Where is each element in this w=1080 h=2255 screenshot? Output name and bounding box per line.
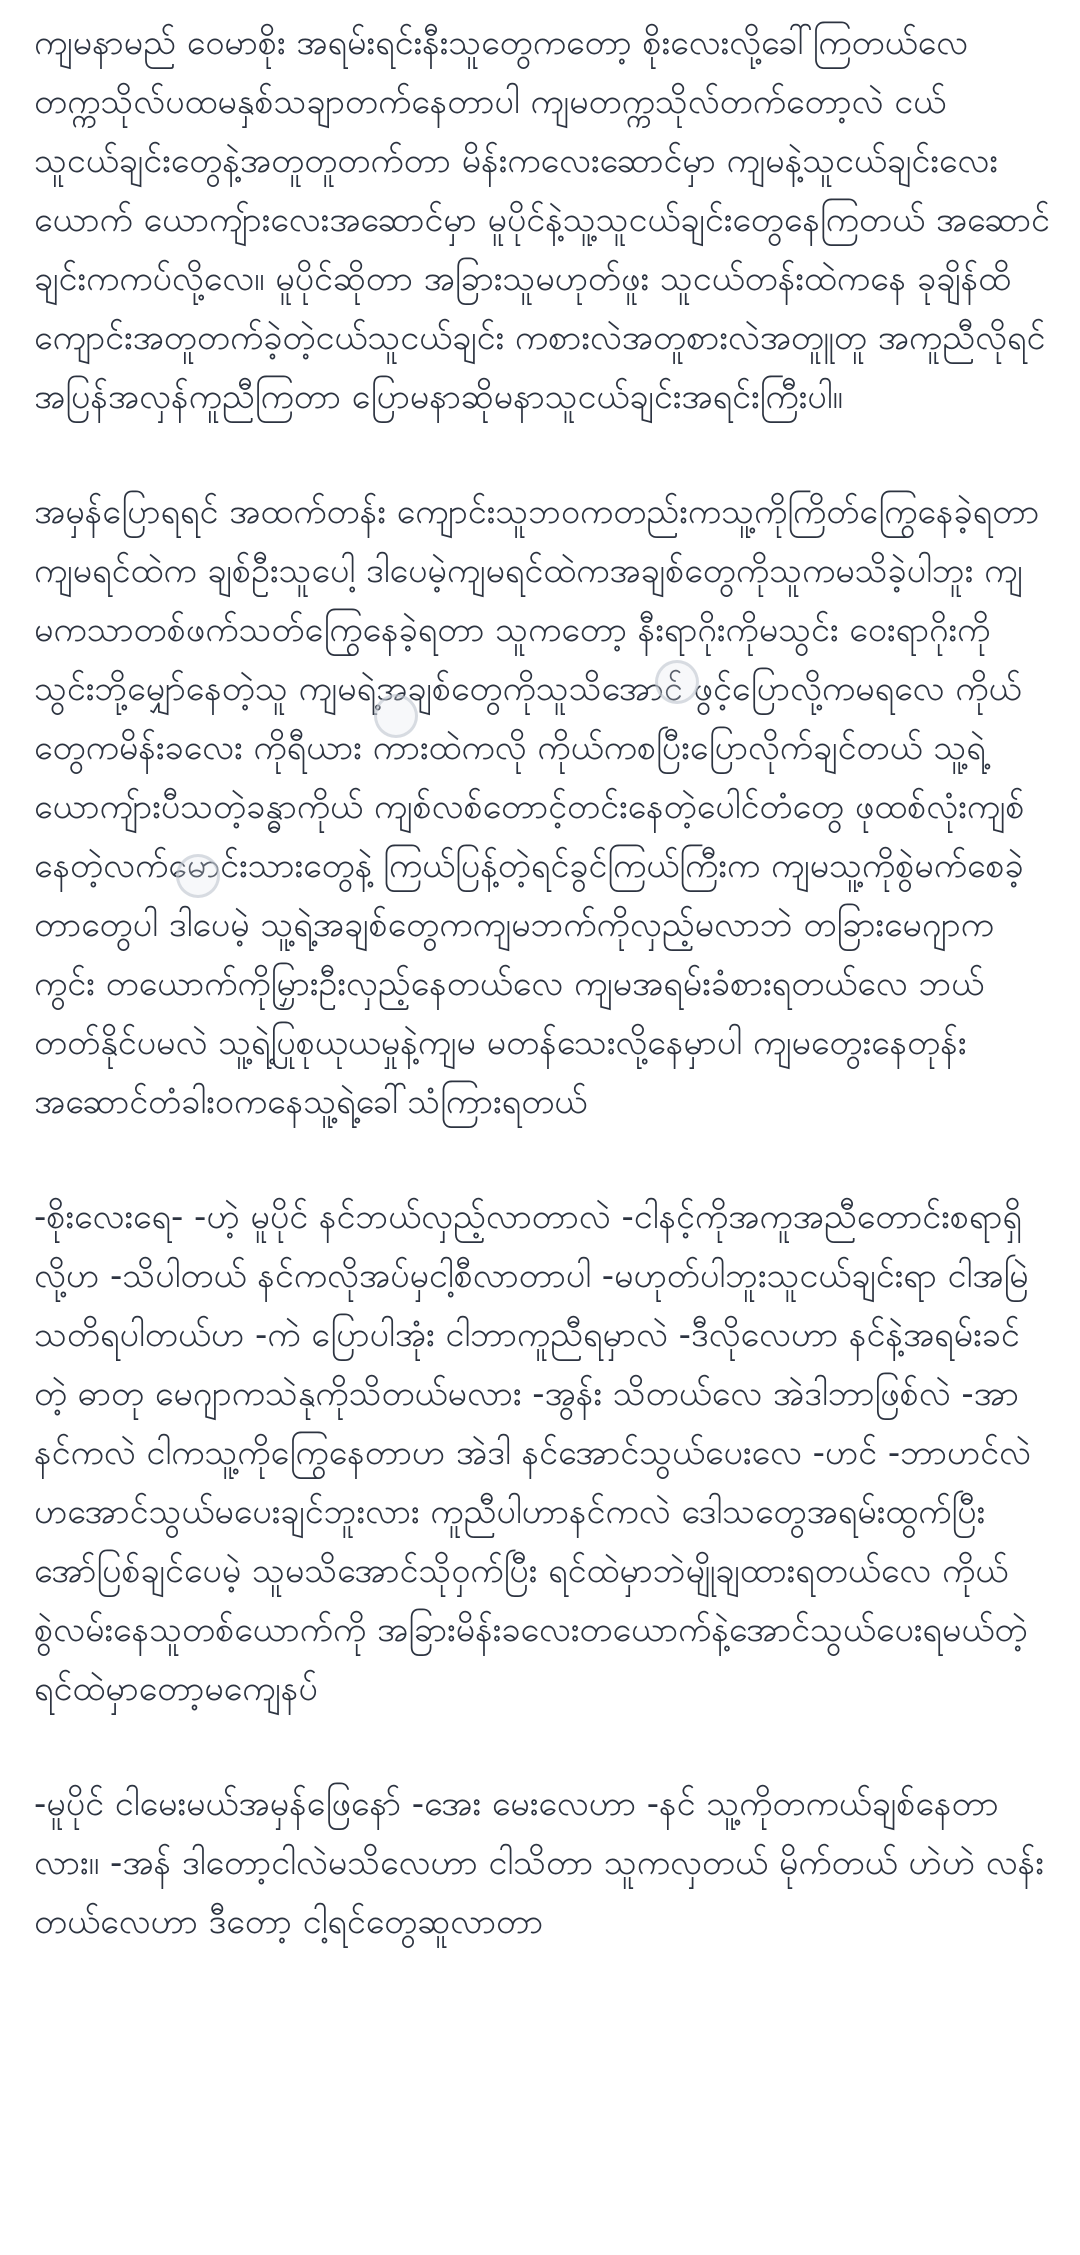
paragraph: အမှန်ပြောရရင် အထက်တန်း ကျောင်းသူဘဝကတည်းကသူ့ကိုကြိတ်ကြွေနေခဲ့ရတာ ကျမရင်ထဲက ချစ်ဦးသူပေါ့ ဒါပေမဲ့ကျမရင်ထဲကအချစ်တွေကိုသူကမသိခဲ့ပါဘူး ကျမကသာတစ်ဖက်သတ်ကြွေနေခဲ့ရတာ သူကတော့ နီးရာဂိုးကိုမသွင်း ဝေးရာဂိုးကိုသွင်းဘို့မျှော်နေတဲ့သူ ကျမရဲ့အချစ်တွေကိုသူသိအောင် ဖွင့်ပြောလို့ကမရလေ ကိုယ်တွေကမိန်းခလေး ကိုရီယား ကားထဲကလို ကိုယ်ကစပြီးပြောလိုက်ချင်တယ် သူ့ရဲ့ယောကျ်ားပီသတဲ့ခန္ဓာကိုယ် ကျစ်လစ်တောင့်တင်းနေတဲ့ပေါင်တံတွေ ဖုထစ်လုံးကျစ်နေတဲ့လက်မောင်းသားတွေနဲ့ ကြယ်ပြန့်တဲ့ရင်ခွင်ကြယ်ကြီးက ကျမသူ့ကိုစွဲမက်စေခဲ့တာတွေပါ ဒါပေမဲ့ သူ့ရဲ့အချစ်တွေကကျမဘက်ကိုလှည့်မလာဘဲ တခြားမေဂျာက ကွင်း တယောက်ကိုမြှားဦးလှည့်နေတယ်လေ ကျမအရမ်းခံစားရတယ်လေ ဘယ်တတ်နိုင်ပမလဲ သူ့ရဲ့ပြုစုယုယမှုနဲ့ကျမ မတန်သေးလို့နေမှာပါ ကျမတွေးနေတုန်းအဆောင်တံခါးဝကနေသူ့ရဲ့ခေါ်သံကြားရတယ်	[34, 492, 1040, 1122]
paragraph: -စိုးလေးရေ- -ဟဲ့ မူပိုင် နင်ဘယ်လှည့်လာတာလဲ -ငါနင့်ကိုအကူအညီတောင်းစရာရှိလို့ဟ -သိပါတယ် နင်ကလိုအပ်မှငါ့စီလာတာပါ -မဟုတ်ပါဘူးသူငယ်ချင်းရာ ငါအမြဲသတိရပါတယ်ဟ -ကဲ ပြောပါအုံး ငါဘာကူညီရမှာလဲ -ဒီလိုလေဟာ နင်နဲ့အရမ်းခင်တဲ့ ဓာတု မေဂျာကသဲနုကိုသိတယ်မလား -အွန်း သိတယ်လေ အဲဒါဘာဖြစ်လဲ -အာ နင်ကလဲ ငါကသူ့ကိုကြွေနေတာဟ အဲဒါ နင်အောင်သွယ်ပေးလေ -ဟင် -ဘာဟင်လဲဟအောင်သွယ်မပေးချင်ဘူးလား ကူညီပါဟာနင်ကလဲ ဒေါသတွေအရမ်းထွက်ပြီး အော်ပြစ်ချင်ပေမဲ့ သူမသိအောင်သိုဝှက်ပြီး ရင်ထဲမှာဘဲမျိုချထားရတယ်လေ ကိုယ်စွဲလမ်းနေသူတစ်ယောက်ကို အခြားမိန်းခလေးတယောက်နဲ့အောင်သွယ်ပေးရမယ်တဲ့ ရင်ထဲမှာတော့မကျေနပ်	[34, 1197, 1031, 1709]
paragraph: -မူပိုင် ငါမေးမယ်အမှန်ဖြေနော် -အေး မေးလေဟာ -နင် သူ့ကိုတကယ်ချစ်နေတာလား၊၊ -အန် ဒါတော့ငါလဲမသိလေဟာ ငါသိတာ သူကလှတယ် မိုက်တယ် ဟဲဟဲ လန်းတယ်လေဟာ ဒီတော့ ငါ့ရင်တွေဆူလာတာ	[34, 1784, 1044, 1942]
paragraph: ကျမနာမည် ဝေမာစိုး အရမ်းရင်းနီးသူတွေကတော့ စိုးလေးလို့ခေါ်ကြတယ်လေ တက္ကသိုလ်ပထမနှစ်သချာတက်နေတာပါ ကျမတက္ကသိုလ်တက်တော့လဲ ငယ်သူငယ်ချင်းတွေနဲ့အတူတူတက်တာ မိန်းကလေးဆောင်မှာ ကျမနဲ့သူငယ်ချင်းလေးယောက် ယောကျ်ားလေးအဆောင်မှာ မူပိုင်နဲ့သူ့သူငယ်ချင်းတွေနေကြတယ် အဆောင်ချင်းကကပ်လို့လေ။ မူပိုင်ဆိုတာ အခြားသူမဟုတ်ဖူး သူငယ်တန်းထဲကနေ ခုချိန်ထိကျောင်းအတူတက်ခဲ့တဲ့ငယ်သူငယ်ချင်း ကစားလဲအတူစားလဲအတူူတူ အကူညီလိုရင်အပြန်အလှန်ကူညီကြတာ ပြောမနာဆိုမနာသူငယ်ချင်းအရင်းကြီးပါ။	[34, 23, 1050, 417]
